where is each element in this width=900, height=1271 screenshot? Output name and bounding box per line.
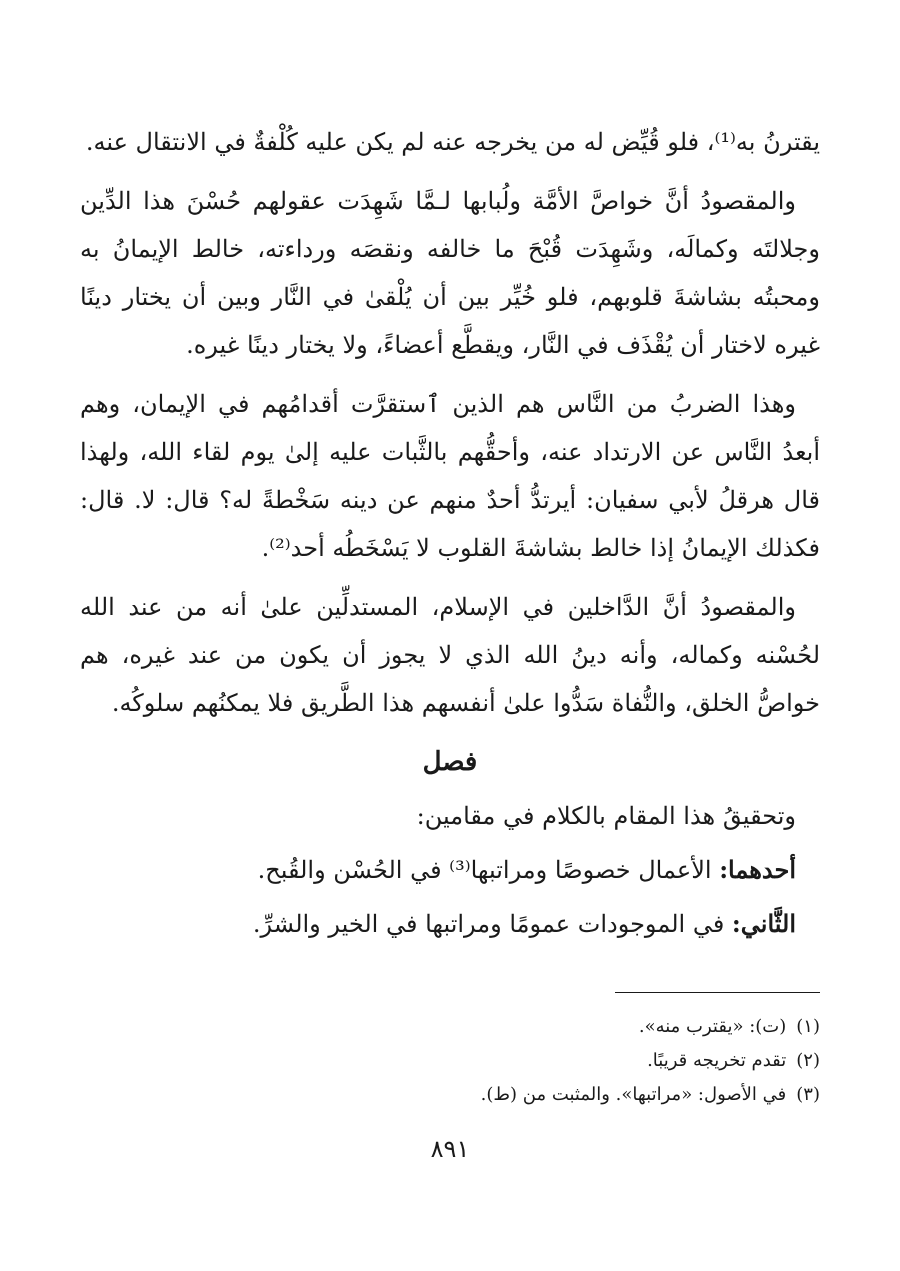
section-item-second [80, 900, 820, 948]
footnote-text: تقدم تخريجه قريبًا. [647, 1050, 787, 1071]
footnote-text: (ت): «يقترب منه». [638, 1016, 787, 1037]
section-item-second-label: الثَّاني: [731, 909, 796, 938]
paragraph-2: والمقصودُ أنَّ خواصَّ الأمَّة ولُبابها لـمَّا شَهِدَت عقولهم حُسْنَ هذا الدِّين وجلالتَه وكمالَه، وشَهِدَت قُبْحَ ما خالفه ونقصَه ورداءته، خالط الإيمانُ به ومحبتُه بشاشةَ قلوبهم، فلو خُيِّر بين أن يُلْقىٰ في النَّار وبين أن يختار دينًا غيره لاختار أن يُقْذَف في النَّار، ويقطَّع أعضاءً، ولا يختار دينًا غيره. [80, 187, 820, 359]
footnote-3 [80, 1078, 820, 1112]
footnote-1 [80, 1010, 820, 1044]
footnote-number: (١) [796, 1016, 820, 1037]
footnote-number: (٣) [796, 1084, 820, 1105]
section-title: فصل [422, 747, 478, 777]
footnotes [80, 1010, 820, 1112]
paragraph-3: وهذا الضربُ من النَّاس هم الذين ٱستقرَّت أقدامُهم في الإيمان، وهم أبعدُ النَّاس عن الارتداد عنه، وأحقُّهم بالثَّبات عليه إلىٰ يوم لقاء الله، ولهذا قال هرقلُ لأبي سفيان: أيرتدُّ أحدٌ منهم عن دينه سَخْطةً له؟ قال: لا. قال: فكذلك الإيمانُ إذا خالط بشاشةَ القلوب لا يَسْخَطُه أحد⁽²⁾. [80, 390, 820, 562]
section-item-second-text: في الموجودات عمومًا ومراتبها في الخير والشرِّ. [252, 910, 732, 938]
footnote-divider [615, 992, 820, 993]
paragraph-4: والمقصودُ أنَّ الدَّاخلين في الإسلام، المستدلِّين علىٰ أنه من عند الله لحُسْنه وكماله، وأنه دينُ الله الذي لا يجوز أن يكون من عند غيره، هم خواصُّ الخلق، والنُّفاة سَدُّوا علىٰ أنفسهم هذا الطَّريق فلا يمكنُهم سلوكُه. [80, 593, 820, 717]
section-item-first-text: الأعمال خصوصًا ومراتبها⁽³⁾ في الحُسْن والقُبح. [257, 856, 720, 884]
page-number: ٨٩١ [430, 1135, 470, 1163]
footnote-number: (٢) [796, 1050, 820, 1071]
section-item-first-label: أحدهما: [719, 855, 796, 884]
main-text [80, 118, 820, 954]
section-item-first [80, 846, 820, 894]
paragraph-1: يقترنُ به⁽¹⁾، فلو قُيِّض له من يخرجه عنه لم يكن عليه كُلْفةٌ في الانتقال عنه. [85, 128, 820, 156]
footnote-2 [80, 1044, 820, 1078]
section-intro: وتحقيقُ هذا المقام بالكلام في مقامين: [416, 802, 796, 830]
footnote-text: في الأصول: «مراتبها». والمثبت من (ط). [480, 1084, 787, 1105]
